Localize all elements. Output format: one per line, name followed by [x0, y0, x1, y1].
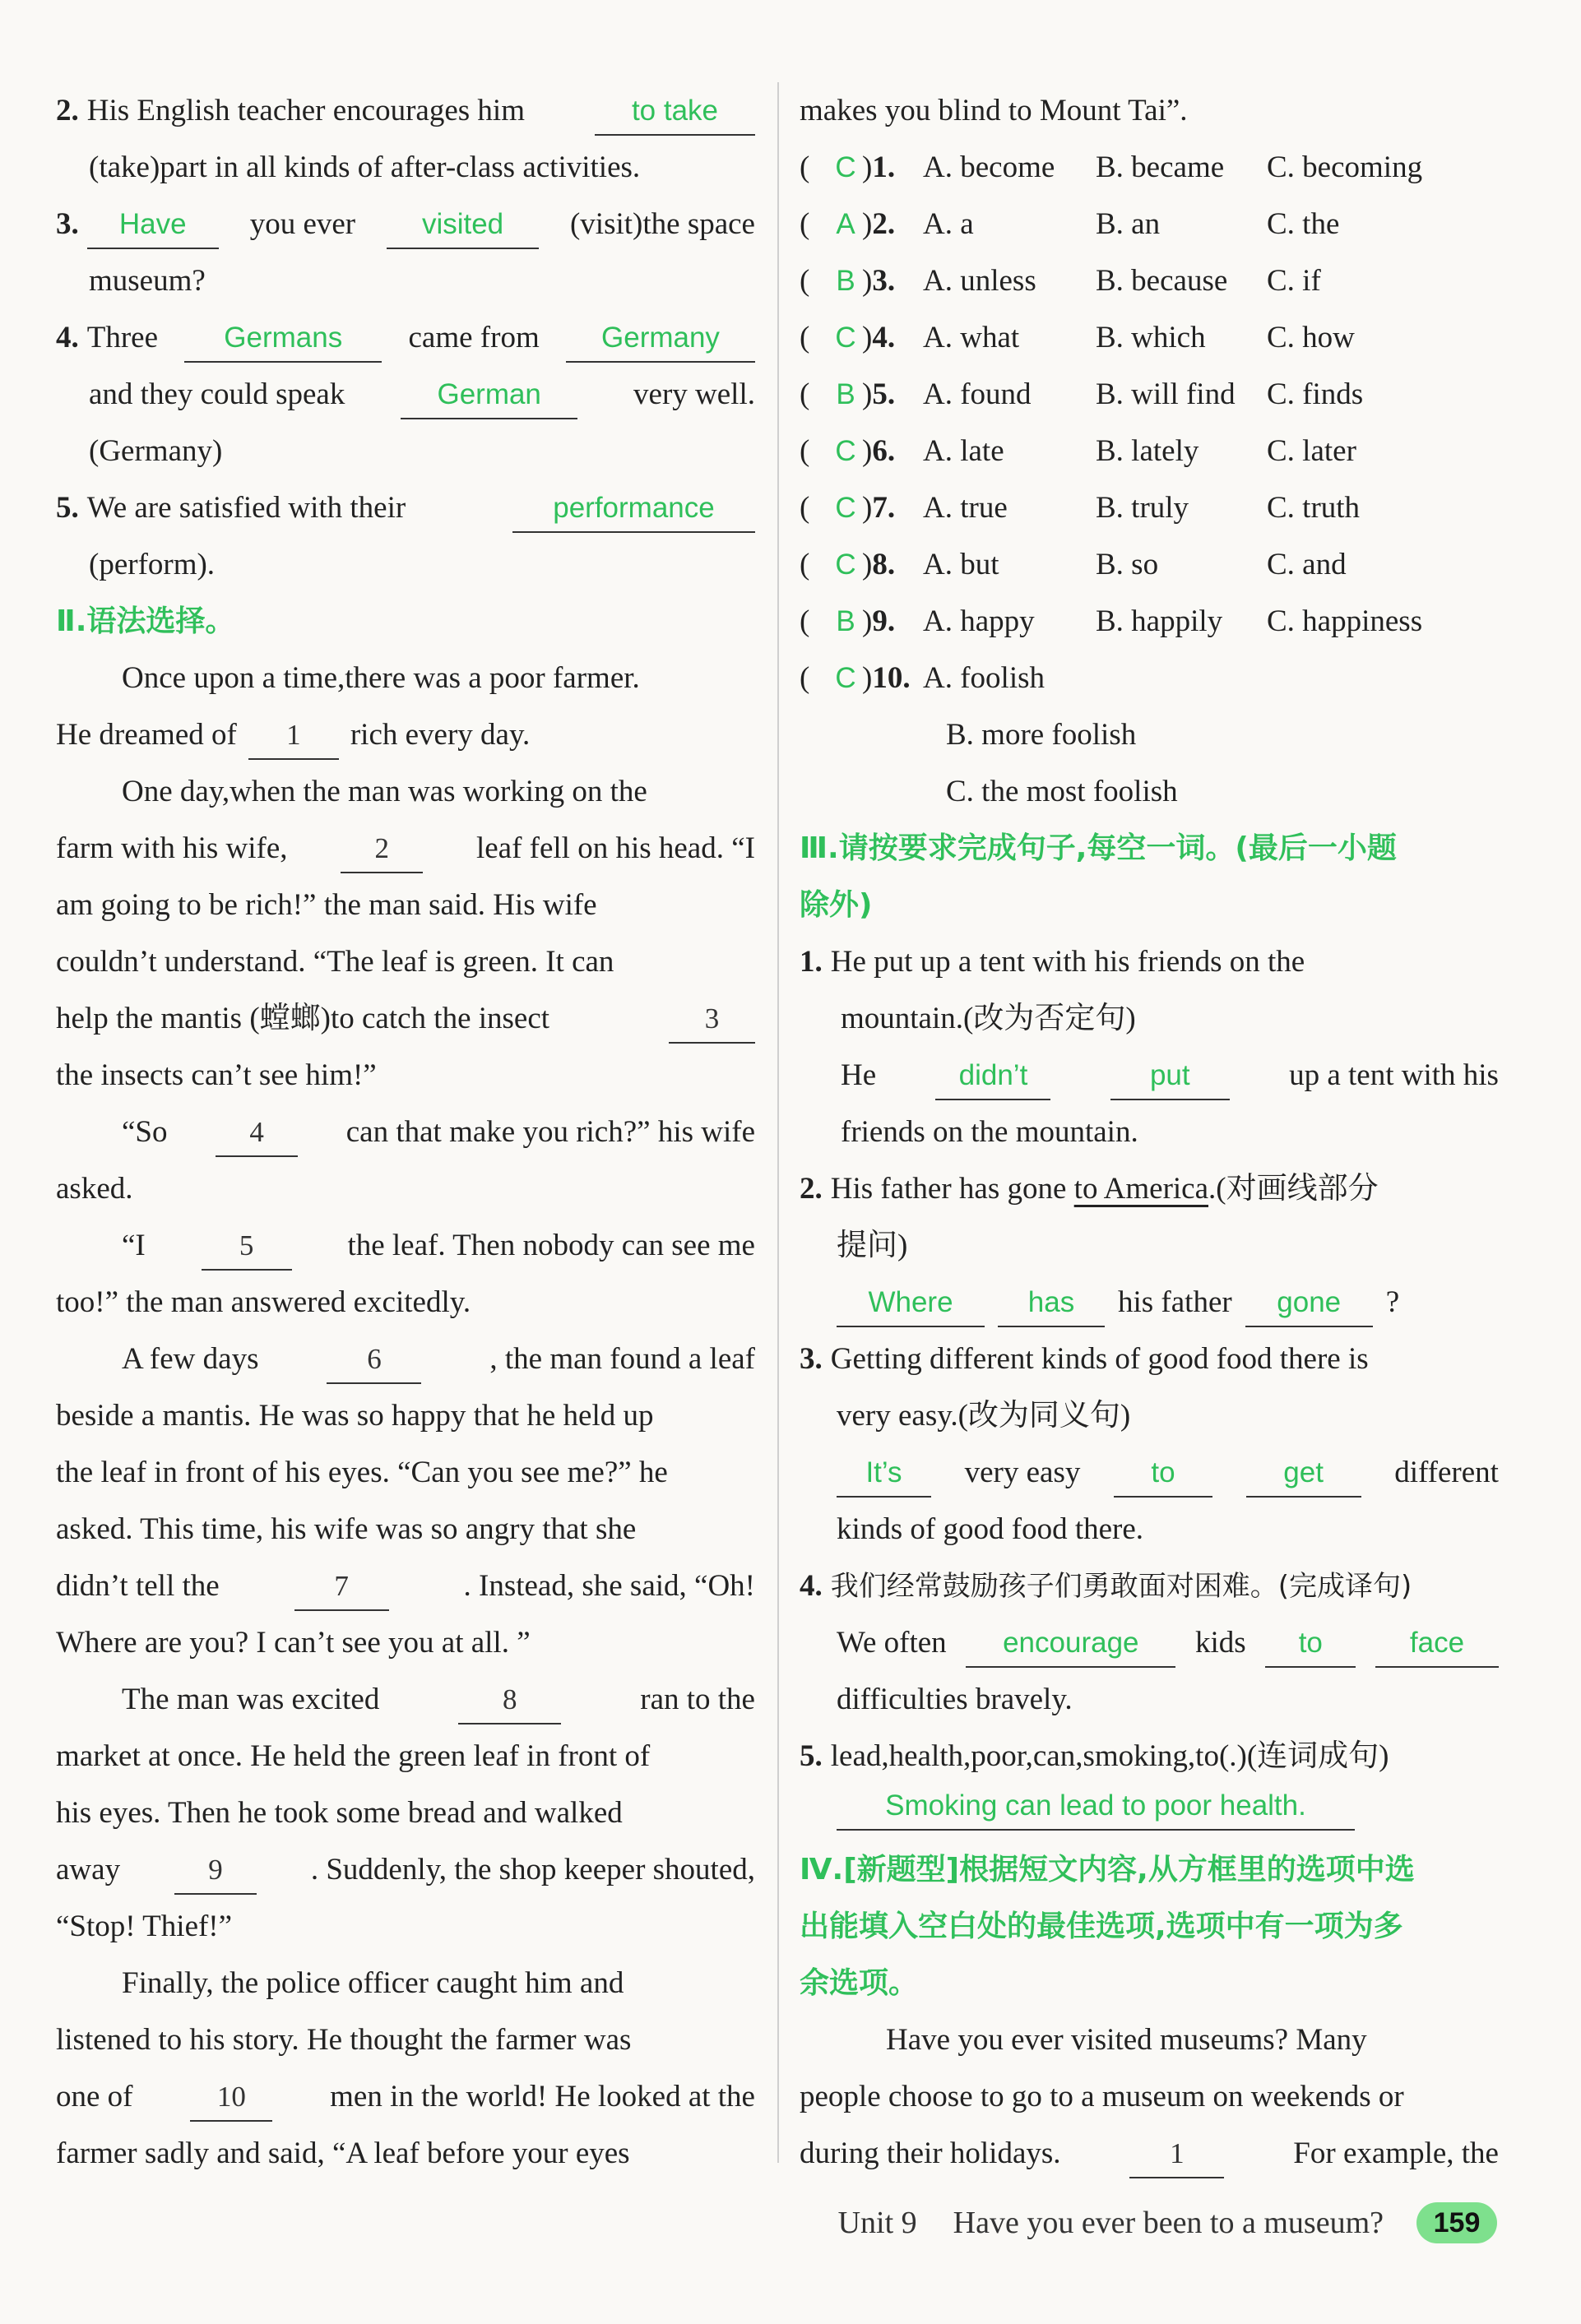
story-line: too!” the man answered excitedly. — [56, 1285, 471, 1319]
story-line: didn’t tell the 7 . Instead, she said, “Oh! — [56, 1558, 755, 1614]
answer-blank: Smoking can lead to poor health. — [837, 1785, 1355, 1831]
mc-item: ( C ) 7. A. true B. truly C. truth — [800, 479, 1499, 536]
sentence-1-cont: mountain.(改为否定句) — [841, 1002, 1136, 1035]
sentence-1-answer-cont: friends on the mountain. — [841, 1115, 1138, 1149]
option-b: B. truly — [1096, 491, 1189, 525]
option-c: C. becoming — [1267, 150, 1423, 184]
option-c: C. happiness — [1267, 604, 1423, 638]
story-line: market at once. He held the green leaf in front of — [56, 1739, 651, 1773]
option-b: B. because — [1096, 264, 1228, 298]
section-2-title: Ⅱ.语法选择。 — [56, 604, 235, 638]
numbered-blank: 1 — [1129, 2132, 1224, 2178]
option-c: C. how — [1267, 321, 1355, 354]
mc-answer: B — [836, 378, 855, 410]
option-a: A. true — [923, 491, 1008, 525]
numbered-blank: 9 — [174, 1849, 257, 1895]
story-line: The man was excited 8 ran to the — [56, 1671, 755, 1728]
story-line: farmer sadly and said, “A leaf before your eyes — [56, 2137, 630, 2170]
multiple-choice-list — [800, 139, 1499, 650]
story-line: beside a mantis. He was so happy that he held up — [56, 1399, 654, 1433]
option-b: B. happily — [1096, 604, 1223, 638]
question-4: 4. Three Germans came from Germany — [56, 309, 755, 366]
mc-answer: B — [836, 605, 855, 637]
question-4-cont: and they could speak German very well. — [56, 366, 755, 423]
option-b: B. an — [1096, 207, 1161, 241]
mc-answer: C — [835, 322, 856, 354]
passage-line: Have you ever visited museums? Many — [886, 2023, 1367, 2057]
option-b: B. lately — [1096, 434, 1199, 468]
answer-blank: gone — [1245, 1281, 1373, 1327]
section-4-title-cont2: 余选项。 — [800, 1966, 919, 2000]
story-line: the leaf in front of his eyes. “Can you see me?” he — [56, 1456, 668, 1489]
mc-answer: C — [835, 151, 856, 183]
option-b: B. became — [1096, 150, 1225, 184]
story-line: asked. This time, his wife was so angry that she — [56, 1512, 637, 1546]
answer-blank: to — [1114, 1451, 1212, 1498]
option-a: A. but — [923, 548, 999, 581]
mc-item: ( B ) 5. A. found B. will find C. finds — [800, 366, 1499, 423]
option-a: A. unless — [923, 264, 1036, 298]
mc-item: ( C ) 4. A. what B. which C. how — [800, 309, 1499, 366]
answer-blank: encourage — [966, 1622, 1175, 1668]
story-line: “Stop! Thief!” — [56, 1910, 233, 1943]
option-b: B. so — [1096, 548, 1159, 581]
numbered-blank: 7 — [294, 1565, 389, 1611]
option-b: B. which — [1096, 321, 1206, 354]
answer-blank: has — [998, 1281, 1105, 1327]
mc-answer: B — [836, 265, 855, 297]
sentence-3-answer: It’s very easy to get different — [800, 1444, 1499, 1501]
question-2: 2. His English teacher encourages him to take — [56, 82, 755, 139]
option-c: C. later — [1267, 434, 1356, 468]
passage-line: during their holidays. 1 For example, the — [800, 2125, 1499, 2182]
answer-blank: get — [1246, 1451, 1361, 1498]
story-line: “So 4 can that make you rich?” his wife — [56, 1104, 755, 1160]
sentence-3-cont: very easy.(改为同义句) — [837, 1399, 1131, 1433]
left-column — [56, 82, 755, 2182]
story-line: am going to be rich!” the man said. His wife — [56, 888, 597, 922]
story-line: away 9 . Suddenly, the shop keeper shouted, — [56, 1841, 755, 1898]
sentence-4-answer: We often encourage kids to face — [800, 1614, 1499, 1671]
answer-blank: to take — [595, 90, 755, 136]
story-end: makes you blind to Mount Tai”. — [800, 94, 1188, 127]
option-c: C. the — [1267, 207, 1340, 241]
answer-blank: Have — [87, 203, 219, 249]
right-column — [800, 82, 1499, 2182]
mc-item: ( A ) 2. A. a B. an C. the — [800, 196, 1499, 252]
passage-line: people choose to go to a museum on weekends or — [800, 2080, 1404, 2113]
option-a: A. happy — [923, 604, 1035, 638]
answer-blank: Germans — [184, 317, 382, 363]
mc-item-10: ( C ) 10. A. foolish — [800, 661, 1045, 695]
mc-answer: C — [835, 492, 856, 524]
section-3-title: Ⅲ.请按要求完成句子,每空一词。(最后一小题 — [800, 831, 1397, 865]
story-line: Finally, the police officer caught him and — [122, 1966, 624, 2000]
answer-blank: to — [1265, 1622, 1356, 1668]
story-line: listened to his story. He thought the farmer was — [56, 2023, 632, 2057]
answer-blank: Germany — [566, 317, 755, 363]
question-5-cont: (perform). — [89, 548, 216, 581]
section-4-title: Ⅳ.[新题型]根据短文内容,从方框里的选项中选 — [800, 1853, 1415, 1887]
story-line: One day,when the man was working on the — [122, 775, 647, 808]
story-line: “I 5 the leaf. Then nobody can see me — [56, 1217, 755, 1274]
question-5: 5. We are satisfied with their performance — [56, 479, 755, 536]
numbered-blank: 5 — [202, 1224, 292, 1271]
answer-blank: performance — [512, 487, 755, 533]
option-b: B. will find — [1096, 377, 1236, 411]
sentence-2: 2. His father has gone to America .(对画线部分 — [800, 1172, 1379, 1206]
story-line: He dreamed of 1 rich every day. — [56, 706, 755, 763]
option-c: C. and — [1267, 548, 1347, 581]
mc-item: ( B ) 9. A. happy B. happily C. happiness — [800, 593, 1499, 650]
numbered-blank: 3 — [669, 998, 755, 1044]
question-2-cont: (take)part in all kinds of after-class activities. — [89, 150, 641, 184]
sentence-3-answer-cont: kinds of good food there. — [837, 1512, 1144, 1546]
option-a: A. a — [923, 207, 974, 241]
answer-blank: Where — [837, 1281, 985, 1327]
story-line: farm with his wife, 2 leaf fell on his head. “I — [56, 820, 755, 877]
answer-blank: put — [1110, 1054, 1230, 1100]
sentence-4-answer-cont: difficulties bravely. — [837, 1683, 1073, 1716]
mc-answer: A — [836, 208, 855, 240]
story-line: couldn’t understand. “The leaf is green. It can — [56, 945, 614, 979]
page-number-badge: 159 — [1416, 2202, 1497, 2243]
column-divider — [777, 82, 779, 2163]
option-c: C. finds — [1267, 377, 1364, 411]
sentence-3: 3. Getting different kinds of good food there is — [800, 1342, 1369, 1376]
numbered-blank: 8 — [458, 1678, 561, 1724]
option-c: C. truth — [1267, 491, 1361, 525]
page-footer — [757, 2194, 1497, 2252]
story-line: the insects can’t see him!” — [56, 1058, 377, 1092]
story-line: asked. — [56, 1172, 133, 1206]
mc-item: ( C ) 6. A. late B. lately C. later — [800, 423, 1499, 479]
story-line: Where are you? I can’t see you at all. ” — [56, 1626, 531, 1660]
answer-blank: didn’t — [935, 1054, 1050, 1100]
story-line: one of 10 men in the world! He looked at the — [56, 2068, 755, 2125]
unit-title: Have you ever been to a museum? — [953, 2206, 1384, 2240]
option-c: C. if — [1267, 264, 1321, 298]
sentence-2-answer: Where has his father gone ? — [800, 1274, 1499, 1331]
mc-answer: C — [835, 435, 856, 467]
option-a: A. found — [923, 377, 1032, 411]
numbered-blank: 10 — [190, 2076, 272, 2122]
answer-blank: face — [1375, 1622, 1499, 1668]
sentence-1-answer: He didn’t put up a tent with his — [800, 1047, 1499, 1104]
sentence-2-cont: 提问) — [837, 1229, 908, 1262]
option-a: A. late — [923, 434, 1004, 468]
mc-item: ( C ) 1. A. become B. became C. becoming — [800, 139, 1499, 196]
story-line: A few days 6 , the man found a leaf — [56, 1331, 755, 1387]
numbered-blank: 1 — [248, 714, 339, 760]
answer-blank: visited — [387, 203, 539, 249]
question-3-cont: museum? — [89, 264, 206, 298]
sentence-4: 4. 我们经常鼓励孩子们勇敢面对困难。(完成译句) — [800, 1569, 1412, 1603]
answer-blank: German — [401, 373, 577, 419]
answer-blank: It’s — [837, 1451, 931, 1498]
numbered-blank: 2 — [341, 827, 423, 873]
section-3-title-cont: 除外) — [800, 888, 873, 922]
mc-item: ( C ) 8. A. but B. so C. and — [800, 536, 1499, 593]
unit-label: Unit 9 — [837, 2206, 917, 2240]
mc-item: ( B ) 3. A. unless B. because C. if — [800, 252, 1499, 309]
mc-answer: C — [835, 549, 856, 581]
question-3: 3. Have you ever visited (visit)the space — [56, 196, 755, 252]
mc-item-10-b: B. more foolish — [946, 718, 1137, 752]
sentence-5-answer — [800, 1785, 1499, 1841]
option-a: A. what — [923, 321, 1020, 354]
option-a: A. become — [923, 150, 1055, 184]
numbered-blank: 6 — [327, 1338, 421, 1384]
mc-item-10-c: C. the most foolish — [946, 775, 1178, 808]
story-line: his eyes. Then he took some bread and walked — [56, 1796, 623, 1830]
sentence-5: 5. lead,health,poor,can,smoking,to(.)(连词成句) — [800, 1739, 1389, 1773]
question-4-cont2: (Germany) — [89, 434, 223, 468]
sentence-1: 1. He put up a tent with his friends on the — [800, 945, 1305, 979]
story-line: Once upon a time,there was a poor farmer. — [122, 661, 640, 695]
story-line: help the mantis (螳螂)to catch the insect 3 — [56, 990, 755, 1047]
numbered-blank: 4 — [216, 1111, 298, 1157]
section-4-title-cont: 出能填入空白处的最佳选项,选项中有一项为多 — [800, 1910, 1403, 1943]
